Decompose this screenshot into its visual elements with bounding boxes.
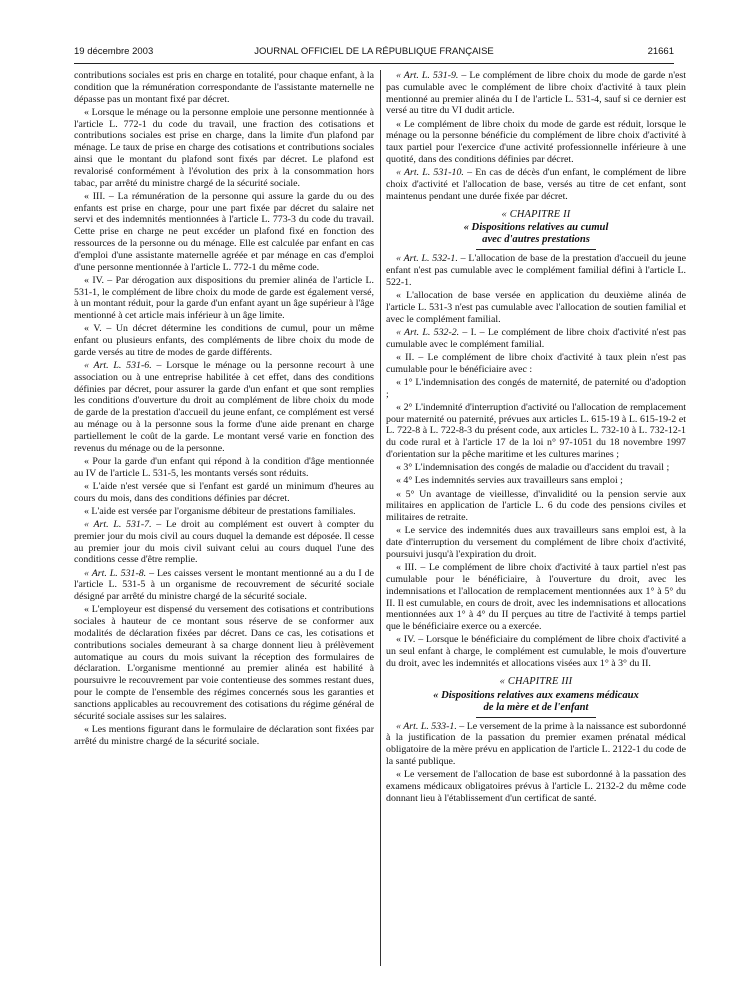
paragraph (386, 634, 686, 669)
paragraph-text: contributions sociales est pris en charge en totalité, pour chaque enfant, à la condition que la rémunération correspondante de l'assistante maternelle ne dépasse pas un montant fixé par décret. (74, 70, 374, 105)
paragraph-text: – I. – Le complément de libre choix d'activité n'est pas cumulable avec le complément familial. (386, 326, 686, 350)
chapter-3-title-line2: de la mère et de l'enfant (483, 701, 589, 713)
header-page-number: 21661 (647, 46, 674, 57)
paragraph-text: – Le complément de libre choix du mode de garde n'est pas cumulable avec le complément de libre choix d'activité à taux plein mentionné au premier alinéa du I de l'article L. 531-4, sauf si ce dernier est versé au titre du VI dudit article. (386, 70, 686, 117)
paragraph-text: « II. – Le complément de libre choix d'activité à taux plein n'est pas cumulable pour le bénéficiaire avec : (386, 351, 686, 375)
column-divider (380, 70, 381, 966)
paragraph (386, 70, 686, 117)
article-reference: « Art. L. 531-10. (396, 167, 464, 179)
paragraph (386, 377, 686, 401)
paragraph-text: « Le versement de l'allocation de base est subordonné à la passation des examens médicaux obligatoires prévus à l'article L. 2132-2 du même code donnant lieu à l'établissement d'un certificat de santé. (386, 769, 686, 804)
right-column-articles-533 (386, 721, 686, 805)
header-rule (74, 63, 674, 64)
paragraph (74, 70, 374, 105)
paragraph (74, 481, 374, 505)
paragraph (74, 275, 374, 322)
paragraph (74, 724, 374, 748)
paragraph-text: « L'aide est versée par l'organisme débiteur de prestations familiales. (84, 505, 356, 517)
chapter-3-separator (476, 717, 596, 718)
chapter-2-title-line2: avec d'autres prestations (482, 234, 590, 246)
paragraph (386, 352, 686, 376)
paragraph (386, 462, 686, 474)
right-column (386, 70, 686, 966)
paragraph (386, 562, 686, 633)
chapter-2-label: « CHAPITRE II (501, 208, 571, 220)
paragraph-text: « III. – Le complément de libre choix d'activité à taux partiel n'est pas cumulable pour le bénéficiaire, à l'ouverture du droit, avec les indemnisations et l'allocation de remplacement mentionnées aux 1° à 5° du II. Il est cumulable, en cours de droit, avec les indemnisations et allocations mentionnées aux 1° à 4° du II perçues au titre de l'activité à temps partiel que le bénéficiaire exerce ou a exercée. (386, 562, 686, 633)
paragraph-text: « 4° Les indemnités servies aux travailleurs sans emploi ; (396, 475, 623, 487)
article-reference: « Art. L. 531-7. (84, 519, 152, 530)
left-column (74, 70, 374, 966)
chapter-3-title (386, 690, 686, 714)
paragraph-text: « Pour la garde d'un enfant qui répond à la condition d'âge mentionnée au IV de l'article L. 531-5, les montants versés sont réduits. (74, 455, 374, 479)
paragraph (74, 506, 374, 518)
paragraph-text: « Lorsque le ménage ou la personne emploie une personne mentionnée à l'article L. 772-1 du code du travail, une fraction des cotisations et contributions sociales est prise en charge, dans la limite d'un plafond par ménage. Le taux de prise en charge des cotisations et contributions sociales ainsi que le montant du plafond sont fixés par décret. Le plafond est revalorisé conformément à l'évolution des prix à la consommation hors tabac, par arrêté du ministre chargé de la sécurité sociale. (74, 106, 374, 189)
paragraph-text: – L'allocation de base de la prestation d'accueil du jeune enfant n'est pas cumulable avec le complément familial défini à l'article L. 522-1. (386, 253, 686, 288)
right-column-articles-531 (386, 70, 686, 203)
paragraph (386, 119, 686, 166)
header-journal-title: JOURNAL OFFICIEL DE LA RÉPUBLIQUE FRANÇAISE (254, 46, 494, 57)
paragraph (386, 167, 686, 202)
paragraph-text: « 1° L'indemnisation des congés de maternité, de paternité ou d'adoption ; (386, 376, 686, 400)
paragraph-text: – Lorsque le ménage ou la personne recourt à une association ou à une entreprise habilitée à cet effet, dans des conditions définies par décret, pour assurer la garde d'un enfant et que sont remplies les conditions d'ouverture du droit au complément de libre choix du mode de garde de la prestation d'accueil du jeune enfant, ce complément est versé au ménage ou à la personne sous la forme d'une aide prenant en charge partiellement le coût de la garde. Le montant versé varie en fonction des revenus du ménage ou de la personne. (74, 360, 374, 454)
paragraph-text: – Les caisses versent le montant mentionné au a du I de l'article L. 531-5 à un organisme de recouvrement de sécurité sociale désigné par arrêté du ministre chargé de la sécurité sociale. (74, 567, 374, 603)
paragraph (386, 475, 686, 487)
paragraph-text: « 3° L'indemnisation des congés de maladie ou d'accident du travail ; (396, 462, 670, 474)
paragraph-text: « Le complément de libre choix du mode de garde est réduit, lorsque le ménage ou la personne bénéficie du complément de libre choix d'activité à taux partiel pour l'exercice d'une activité professionnelle inférieure à une quotité, dans des conditions définies par décret. (386, 118, 686, 165)
paragraph-text: « III. – La rémunération de la personne qui assure la garde du ou des enfants est prise en charge, pour une part fixée par décret du salaire net servi et des indemnités mentionnées à l'article L. 773-3 du code du travail. Cette prise en charge ne peut excéder un plafond fixé en fonction des ressources de la personne ou du ménage. Elle est calculée par enfant en cas d'emploi d'une assistante maternelle agréée et par ménage en cas d'emploi d'une personne mentionnée à l'article L. 772-1 du même code. (74, 190, 374, 273)
paragraph (74, 568, 374, 603)
article-reference: « Art. L. 531-8. (84, 567, 147, 579)
article-reference: « Art. L. 532-1. (396, 253, 458, 265)
paragraph (386, 402, 686, 461)
paragraph (74, 456, 374, 480)
chapter-3-title-line1: « Dispositions relatives aux examens médicaux (433, 689, 639, 701)
paragraph-text: « 2° L'indemnité d'interruption d'activité ou l'allocation de remplacement pour maternité ou paternité, prévues aux articles L. 615-19 à L. 615-19-2 et L. 722-8 à L. 722-8-3 du présent code, aux articles L. 732-10 à L. 732-12-1 du code rural et à l'article 17 de la loi n° 97-1051 du 18 novembre 1997 d'orientation sur la pêche maritime et les cultures marines ; (386, 401, 686, 461)
paragraph (386, 769, 686, 804)
chapter-2-separator (476, 249, 596, 250)
paragraph-text: – Le versement de la prime à la naissance est subordonné à la justification de la passation du premier examen prénatal médical obligatoire de la mère prévu en application de l'article L. 2122-1 du code de la santé publique. (386, 720, 686, 767)
paragraph (74, 519, 374, 566)
article-reference: « Art. L. 532-2. (396, 326, 460, 338)
paragraph (386, 253, 686, 288)
paragraph-text: « Le service des indemnités dues aux travailleurs sans emploi est, à la date d'interruption du versement du complément de libre choix d'activité, poursuivi jusqu'à l'expiration du droit. (386, 525, 686, 560)
chapter-3-label: « CHAPITRE III (499, 675, 573, 687)
article-reference: « Art. L. 531-6. (84, 360, 152, 372)
paragraph (386, 290, 686, 325)
paragraph-text: « 5° Un avantage de vieillesse, d'invalidité ou la pension servie aux militaires en application de l'article L. 6 du code des pensions civiles et militaires de retraite. (386, 488, 686, 524)
chapter-2-title-line1: « Dispositions relatives au cumul (463, 222, 609, 234)
paragraph-text: « L'allocation de base versée en application du deuxième alinéa de l'article L. 531-3 n'est pas cumulable avec l'allocation de soutien familial et avec le complément familial. (386, 290, 686, 325)
paragraph (386, 489, 686, 524)
article-reference: « Art. L. 531-9. (396, 70, 459, 81)
paragraph (74, 360, 374, 454)
header-date: 19 décembre 2003 (74, 46, 154, 57)
paragraph-text: « L'aide n'est versée que si l'enfant est gardé un minimum d'heures au cours du mois, dans des conditions définies par décret. (74, 480, 374, 504)
paragraph-text: « IV. – Lorsque le bénéficiaire du complément de libre choix d'activité a un seul enfant à charge, le complément est cumulable, le mois d'ouverture du droit, avec les indemnités et allocations visées aux 1° à 3° du II. (386, 634, 686, 669)
paragraph (386, 525, 686, 560)
paragraph-text: « V. – Un décret détermine les conditions de cumul, pour un même enfant ou plusieurs enfants, des compléments de libre choix du mode de garde versés au titre de modes de garde différents. (74, 323, 374, 358)
paragraph-text: – En cas de décès d'un enfant, le complément de libre choix d'activité et l'allocation de base, versés au titre de cet enfant, sont maintenus pendant une durée fixée par décret. (386, 167, 686, 202)
paragraph (386, 721, 686, 768)
article-reference: « Art. L. 533-1. (396, 720, 457, 732)
page-header (74, 46, 674, 60)
paragraph-text: « IV. – Par dérogation aux dispositions du premier alinéa de l'article L. 531-1, le complément de libre choix du mode de garde est également versé, à un montant réduit, pour la garde d'un enfant ayant un âge supérieur à l'âge mentionné à cet article mais inférieur à un âge limite. (74, 274, 374, 322)
paragraph (74, 323, 374, 358)
paragraph-text: « Les mentions figurant dans le formulaire de déclaration sont fixées par arrêté du ministre chargé de la sécurité sociale. (74, 723, 374, 747)
paragraph-text: – Le droit au complément est ouvert à compter du premier jour du mois civil au cours duquel la demande est déposée. Il cesse au premier jour du mois civil suivant celui au cours duquel l'une des conditions cesse d'être remplie. (74, 519, 374, 566)
paragraph-text: « L'employeur est dispensé du versement des cotisations et contributions sociales à hauteur de ce montant sous réserve de se conformer aux modalités de déclaration fixées par décret. Dans ce cas, les cotisations et contributions sociales demeurant à sa charge donnent lieu à prélèvement automatique au cours du mois suivant la réception des formulaires de déclaration. L'organisme mentionné au premier alinéa est habilité à poursuivre le recouvrement par voie contentieuse des sommes restant dues, pour le compte de l'ensemble des régimes concernés sous les garanties et sanctions applicables au recouvrement des cotisations du régime général de sécurité sociale assises sur les salaires. (74, 604, 374, 722)
paragraph (74, 191, 374, 274)
paragraph (74, 107, 374, 190)
paragraph (74, 604, 374, 722)
paragraph (386, 327, 686, 351)
chapter-2-title (386, 222, 686, 246)
right-column-articles-532 (386, 253, 686, 669)
